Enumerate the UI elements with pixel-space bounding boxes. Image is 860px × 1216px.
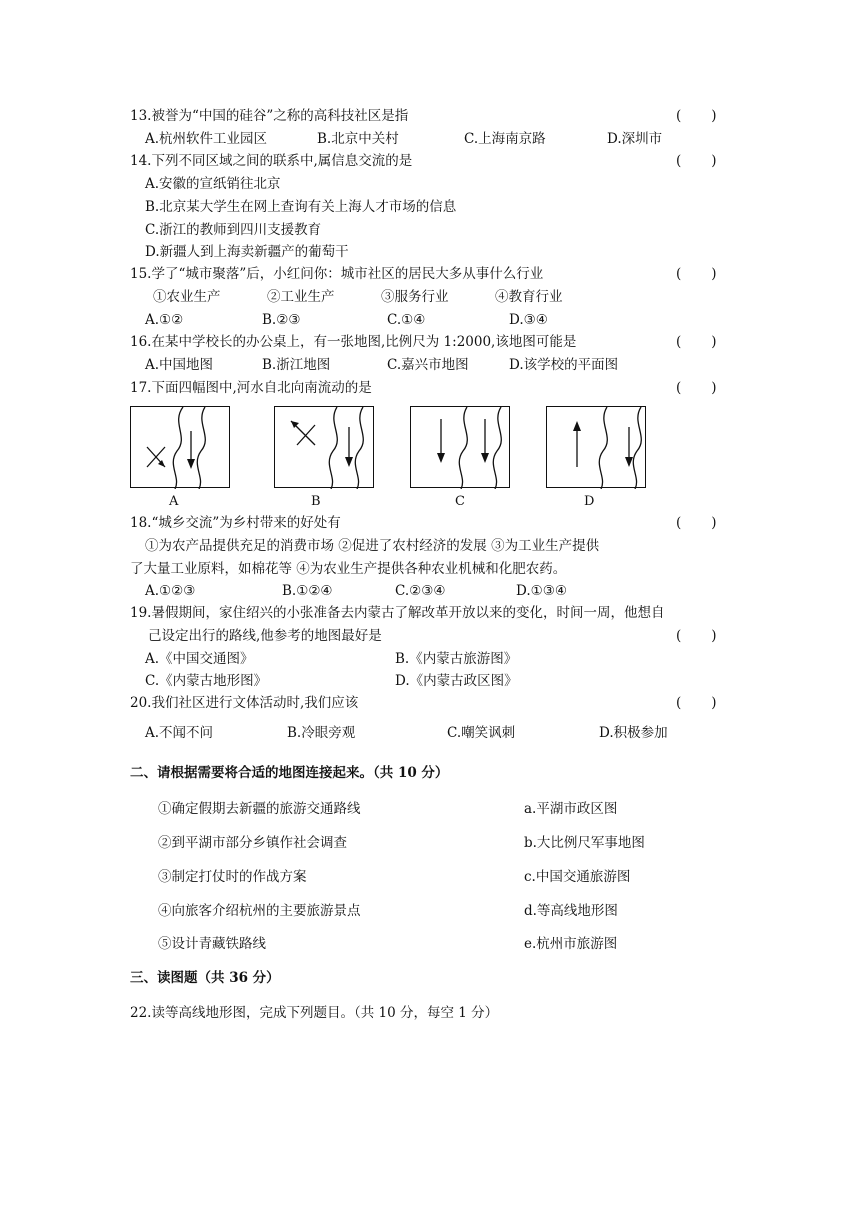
q14-option-c: C.浙江的教师到四川支援教育	[145, 222, 322, 238]
q14-answer-blank: ( )	[676, 153, 717, 169]
q15-answer-blank: ( )	[676, 266, 717, 282]
q22-stem: 22.读等高线地形图，完成下列题目。（共 10 分，每空 1 分）	[130, 1005, 499, 1021]
match-right-e: e.杭州市旅游图	[524, 936, 618, 952]
q18-stem: 18.“城乡交流”为乡村带来的好处有	[130, 515, 341, 531]
q16-option-d: D.该学校的平面图	[509, 357, 619, 373]
match-right-d: d.等高线地形图	[524, 903, 618, 919]
q15-item-3: ③服务行业	[381, 289, 449, 305]
river-figure-b	[274, 406, 374, 488]
q18-option-b: B.①②④	[282, 583, 333, 599]
figure-label-d: D	[584, 494, 595, 509]
q14-option-d: D.新疆人到上海卖新疆产的葡萄干	[145, 244, 349, 260]
match-right-b: b.大比例尺军事地图	[524, 835, 645, 851]
section-2-title: 二、请根据需要将合适的地图连接起来。（共 10 分）	[130, 765, 449, 781]
q15-option-b: B.②③	[262, 312, 301, 328]
q16-option-c: C.嘉兴市地图	[387, 357, 469, 373]
match-left-3: ③制定打仗时的作战方案	[158, 869, 307, 885]
q13-option-c: C.上海南京路	[464, 131, 546, 147]
q13-answer-blank: ( )	[676, 108, 717, 124]
q15-item-4: ④教育行业	[495, 289, 563, 305]
q15-option-c: C.①④	[387, 312, 426, 328]
river-figure-a	[130, 406, 230, 488]
q13-stem: 13.被誉为“中国的硅谷”之称的高科技社区是指	[130, 108, 409, 124]
q15-option-a: A.①②	[145, 312, 184, 328]
q18-items-line-1: ①为农产品提供充足的消费市场 ②促进了农村经济的发展 ③为工业生产提供	[145, 538, 600, 554]
match-left-2: ②到平湖市部分乡镇作社会调查	[158, 835, 347, 851]
q20-answer-blank: ( )	[676, 695, 717, 711]
q16-answer-blank: ( )	[676, 334, 717, 350]
match-left-1: ①确定假期去新疆的旅游交通路线	[158, 801, 361, 817]
q19-option-b: B.《内蒙古旅游图》	[395, 651, 518, 667]
q18-option-a: A.①②③	[145, 583, 196, 599]
q18-option-c: C.②③④	[395, 583, 446, 599]
q17-answer-blank: ( )	[676, 380, 717, 396]
q15-option-d: D.③④	[509, 312, 548, 328]
q13-option-d: D.深圳市	[607, 131, 663, 147]
q15-stem: 15.学了“城市聚落”后，小红问你：城市社区的居民大多从事什么行业	[130, 266, 544, 282]
match-right-c: c.中国交通旅游图	[524, 869, 631, 885]
q18-items-line-2: 了大量工业原料，如棉花等 ④为农业生产提供各种农业机械和化肥农药。	[130, 561, 567, 577]
figure-label-a: A	[169, 494, 179, 509]
q19-answer-blank: ( )	[676, 628, 717, 644]
river-figure-c	[410, 406, 510, 488]
q19-option-a: A.《中国交通图》	[145, 651, 254, 667]
section-3-title: 三、读图题（共 36 分）	[130, 970, 280, 986]
q18-answer-blank: ( )	[676, 515, 717, 531]
q14-option-b: B.北京某大学生在网上查询有关上海人才市场的信息	[145, 199, 457, 215]
q20-option-c: C.嘲笑讽刺	[447, 725, 516, 741]
match-left-5: ⑤设计青藏铁路线	[158, 936, 266, 952]
q20-stem: 20.我们社区进行文体活动时,我们应该	[130, 695, 359, 711]
q16-stem: 16.在某中学校长的办公桌上，有一张地图,比例尺为 1:2000,该地图可能是	[130, 334, 577, 350]
q18-option-d: D.①③④	[516, 583, 567, 599]
figure-label-b: B	[311, 494, 321, 509]
q17-stem: 17.下面四幅图中,河水自北向南流动的是	[130, 380, 372, 396]
q14-stem: 14.下列不同区域之间的联系中,属信息交流的是	[130, 153, 413, 169]
match-right-a: a.平湖市政区图	[524, 801, 618, 817]
q13-option-a: A.杭州软件工业园区	[145, 131, 268, 147]
q19-option-d: D.《内蒙古政区图》	[395, 673, 518, 689]
figure-label-c: C	[455, 494, 465, 509]
q15-item-2: ②工业生产	[267, 289, 335, 305]
match-left-4: ④向旅客介绍杭州的主要旅游景点	[158, 903, 361, 919]
q20-option-a: A.不闻不问	[145, 725, 214, 741]
q15-item-1: ①农业生产	[153, 289, 221, 305]
q19-stem-line-1: 19.暑假期间，家住绍兴的小张准备去内蒙古了解改革开放以来的变化，时间一周，他想自	[130, 605, 665, 621]
q13-option-b: B.北京中关村	[317, 131, 399, 147]
q14-option-a: A.安徽的宣纸销往北京	[145, 176, 281, 192]
q19-option-c: C.《内蒙古地形图》	[145, 673, 268, 689]
q20-option-b: B.冷眼旁观	[287, 725, 356, 741]
q20-option-d: D.积极参加	[599, 725, 668, 741]
river-figure-d	[546, 406, 646, 488]
q16-option-a: A.中国地图	[145, 357, 214, 373]
q16-option-b: B.浙江地图	[262, 357, 331, 373]
q19-stem-line-2: 己设定出行的路线,他参考的地图最好是	[148, 628, 382, 644]
